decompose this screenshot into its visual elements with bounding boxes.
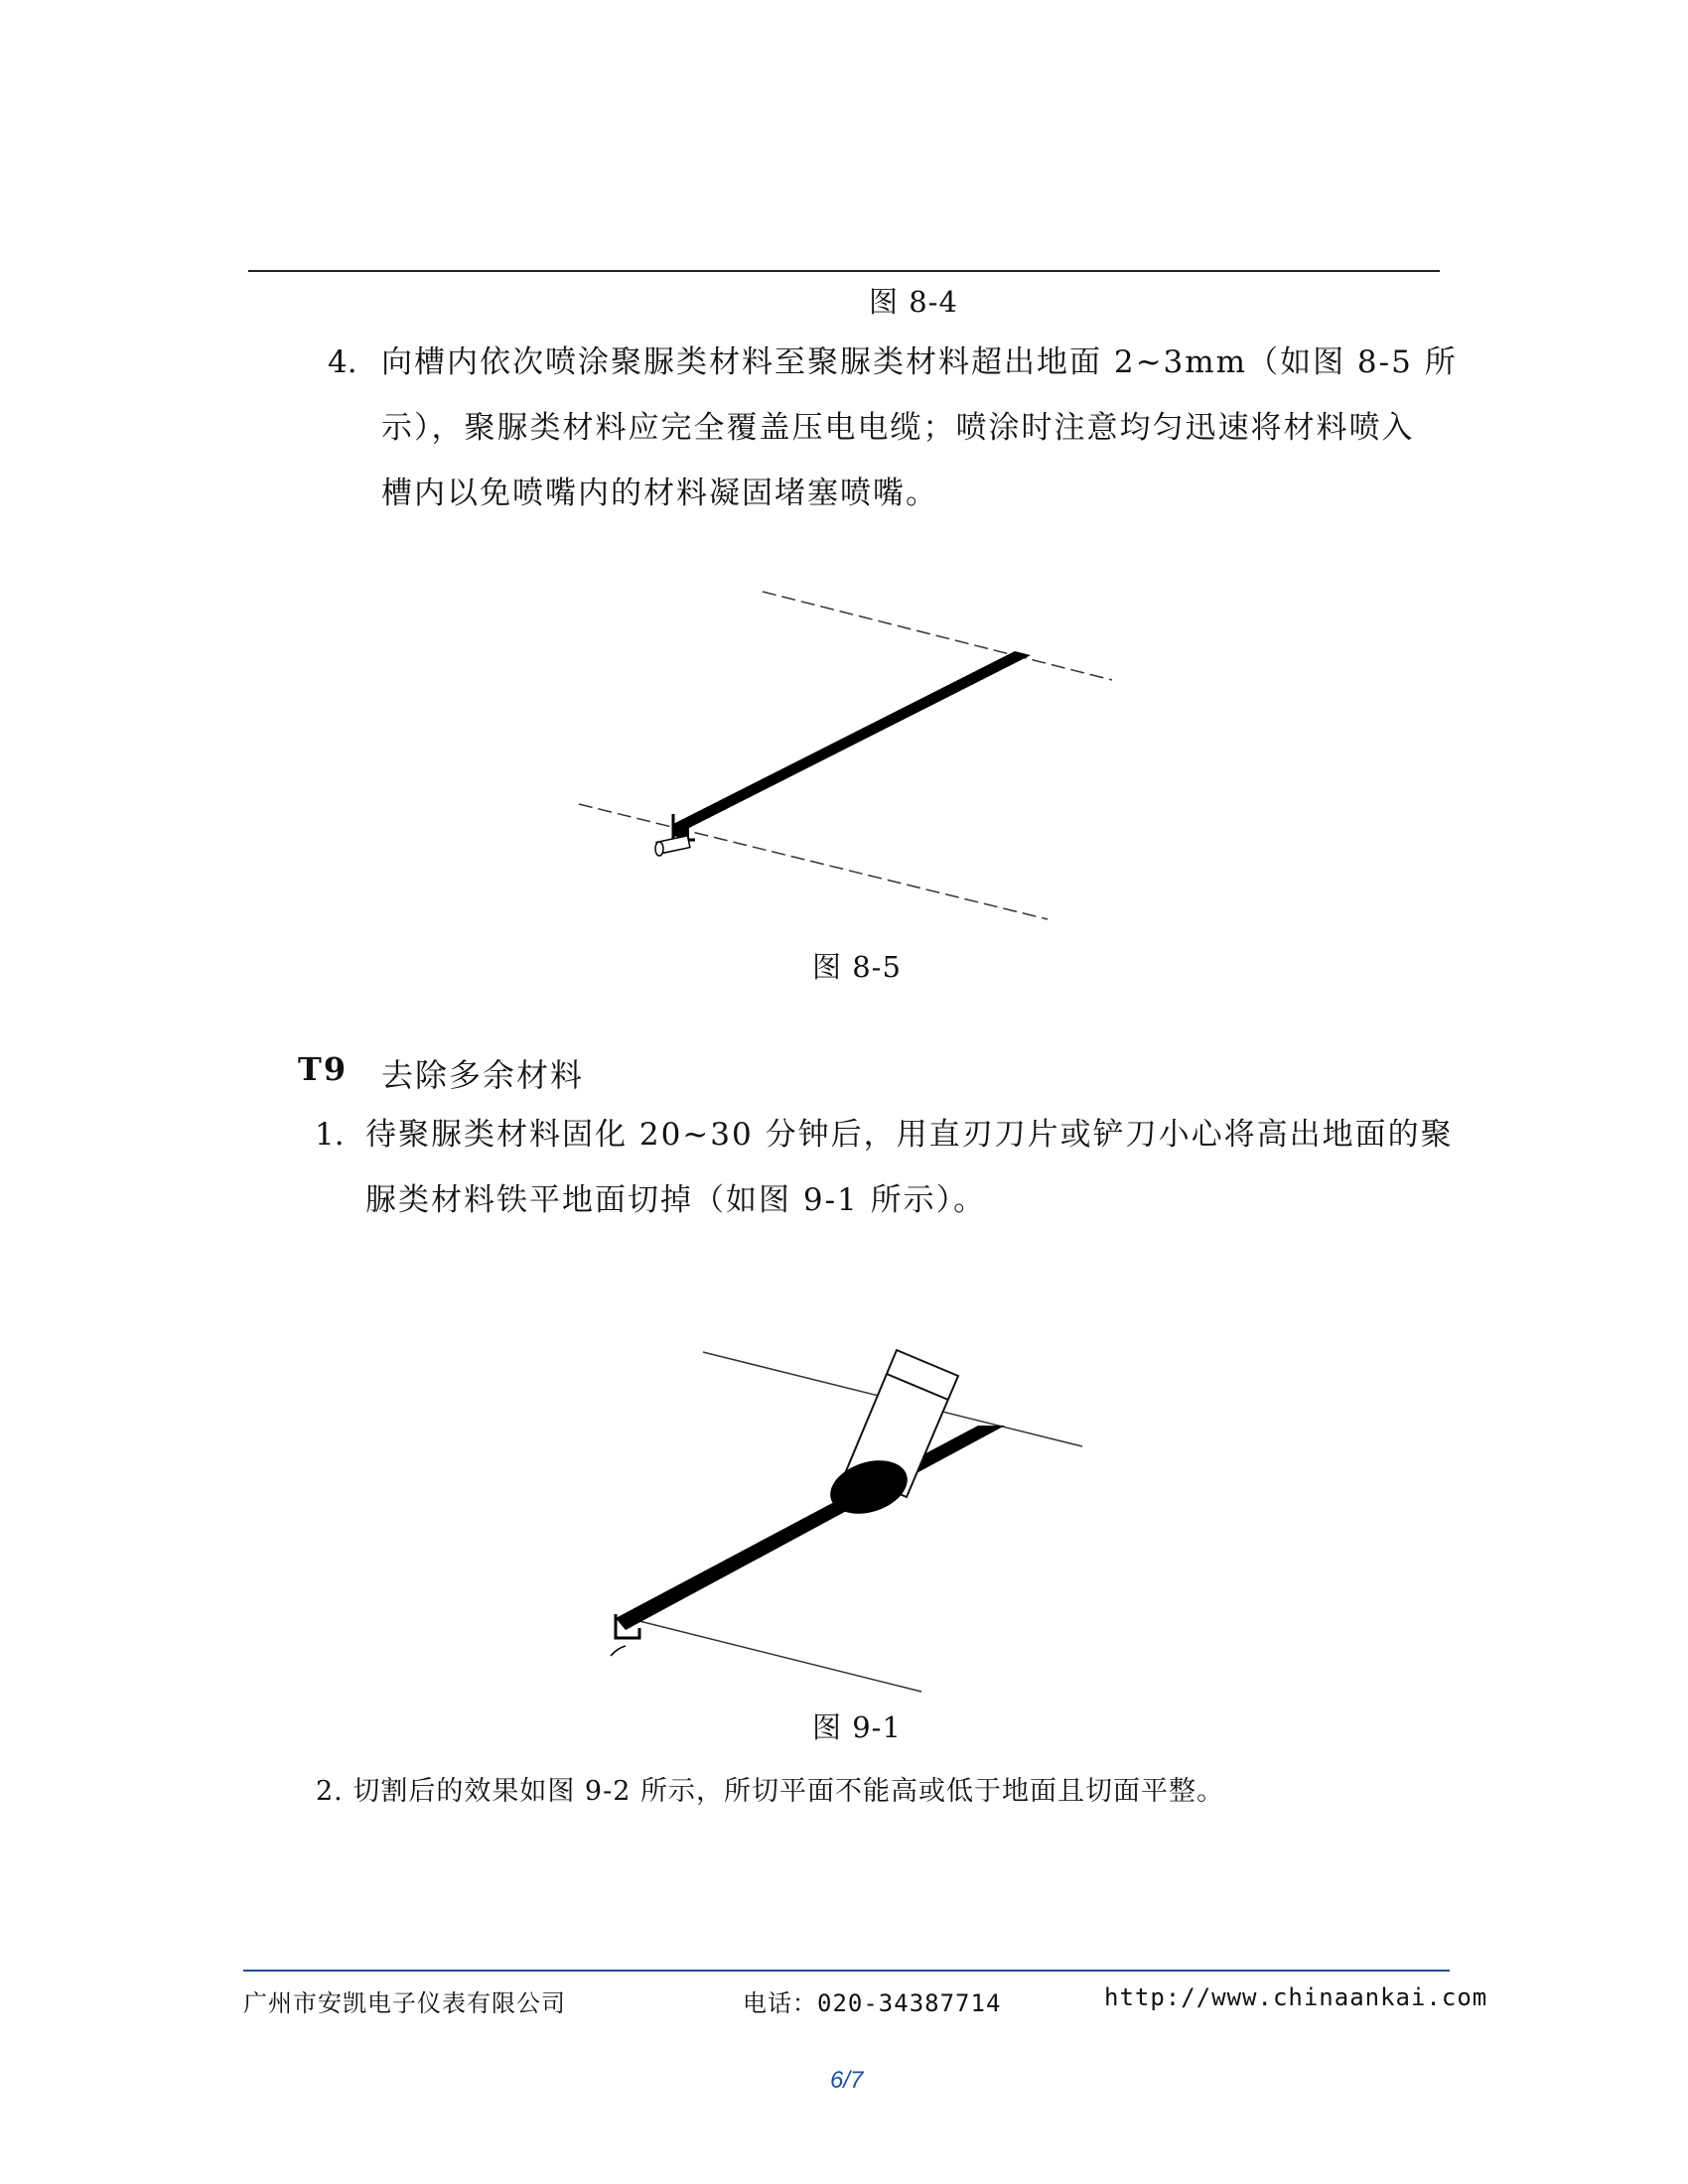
step-4-line-3: 槽内以免喷嘴内的材料凝固堵塞喷嘴。 (381, 476, 938, 511)
step-4-line-2: 示），聚脲类材料应完全覆盖压电电缆；喷涂时注意均匀迅速将材料喷入 (381, 410, 1415, 446)
footer-phone: 电话：020-34387714 (743, 1989, 1002, 2017)
section-t9-title: 去除多余材料 (381, 1056, 585, 1094)
figure-8-5-caption: 图 8-5 (812, 950, 902, 984)
footer-website[interactable]: http://www.chinaankai.com (1104, 1983, 1488, 2011)
page-number: 6/7 (830, 2067, 864, 2094)
step-number: 4. (328, 344, 357, 380)
step-4-line-1: 向槽内依次喷涂聚脲类材料至聚脲类材料超出地面 2~3mm（如图 8-5 所 (381, 344, 1458, 380)
step-2-text: 2. 切割后的效果如图 9-2 所示，所切平面不能高或低于地面且切面平整。 (316, 1776, 1224, 1807)
footer-rule (243, 1970, 1450, 1972)
footer-company: 广州市安凯电子仪表有限公司 (243, 1989, 566, 2017)
step-1-line-2: 脲类材料铁平地面切掉（如图 9-1 所示）。 (365, 1182, 987, 1218)
step-number: 1. (315, 1117, 345, 1153)
section-t9-code: T9 (298, 1050, 349, 1088)
step-1-line-1: 待聚脲类材料固化 20~30 分钟后，用直刃刀片或铲刀小心将高出地面的聚 (365, 1117, 1454, 1153)
figure-9-1-caption: 图 9-1 (812, 1710, 902, 1744)
figure-8-4-caption: 图 8-4 (869, 285, 958, 319)
